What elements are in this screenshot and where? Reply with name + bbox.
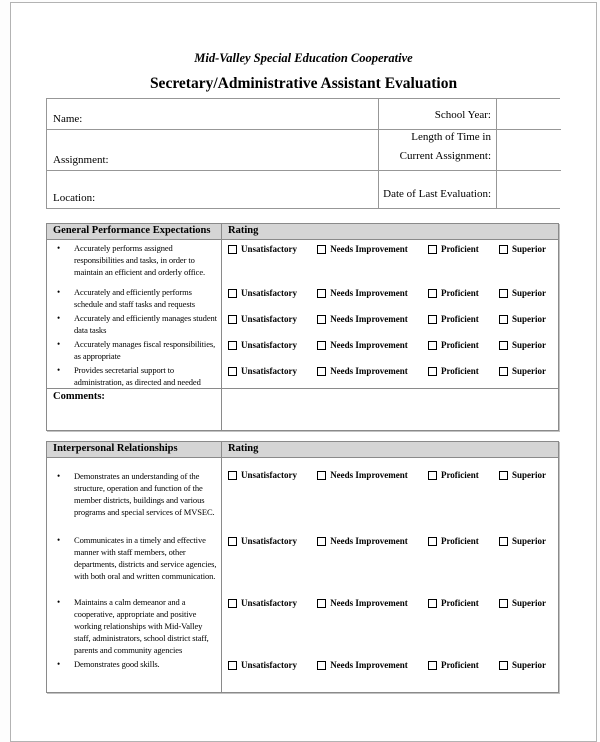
rating-option-label: Superior [511, 536, 546, 546]
bullet-icon: • [57, 365, 61, 375]
rating-option-label: Unsatisfactory [241, 288, 297, 298]
rating-option-label: Proficient [440, 470, 479, 480]
rating-option [317, 340, 408, 350]
section-heading: Interpersonal Relationships [47, 442, 222, 457]
last-evaluation-value-cell[interactable] [497, 171, 561, 208]
rating-option [428, 340, 479, 350]
evaluation-row [47, 240, 558, 284]
rating-row [222, 594, 558, 608]
rating-option [317, 470, 408, 480]
rating-option-label: Unsatisfactory [241, 366, 297, 376]
rating-row [222, 532, 558, 546]
rating-option [228, 340, 297, 350]
rating-checkbox[interactable] [499, 289, 508, 298]
assignment-field-cell[interactable] [47, 130, 379, 171]
rating-option-label: Proficient [440, 536, 479, 546]
rating-checkbox[interactable] [428, 245, 437, 254]
evaluation-row [47, 310, 558, 336]
rating-checkbox[interactable] [499, 661, 508, 670]
section-heading: General Performance Expectations [47, 224, 222, 239]
rating-option-label: Needs Improvement [330, 536, 408, 546]
evaluation-row [47, 336, 558, 362]
rating-option [228, 366, 297, 376]
bullet-icon: • [57, 313, 61, 323]
bullet-icon: • [57, 287, 61, 297]
current-assignment-label-cell [379, 130, 497, 171]
rating-checkbox[interactable] [317, 245, 326, 254]
rating-option [499, 660, 546, 670]
section-header [47, 224, 558, 240]
rating-option [499, 244, 546, 254]
info-table [46, 98, 560, 209]
rating-option-label: Superior [511, 288, 546, 298]
rating-option [499, 314, 546, 324]
criterion-text: Accurately manages fiscal responsibilities, as appropriate [74, 339, 216, 361]
section-interpersonal-relationships [46, 441, 559, 693]
last-evaluation-label: Date of Last Evaluation: [383, 188, 491, 200]
comments-label: Comments: [47, 389, 222, 430]
rating-option-label: Needs Improvement [330, 244, 408, 254]
rating-checkbox[interactable] [428, 537, 437, 546]
rating-option [228, 536, 297, 546]
criterion-text: Provides secretarial support to administration, as directed and needed [74, 365, 201, 387]
rating-checkbox[interactable] [228, 661, 237, 670]
rating-option [499, 366, 546, 376]
rating-checkbox[interactable] [428, 315, 437, 324]
evaluation-row [47, 656, 558, 692]
document-page [10, 2, 597, 742]
rating-option-label: Needs Improvement [330, 470, 408, 480]
rating-option [228, 660, 297, 670]
rating-checkbox[interactable] [228, 537, 237, 546]
rating-option [317, 536, 408, 546]
rating-checkbox[interactable] [428, 661, 437, 670]
rating-checkbox[interactable] [228, 289, 237, 298]
rating-option [317, 288, 408, 298]
rating-checkbox[interactable] [317, 367, 326, 376]
rating-option-label: Proficient [440, 314, 479, 324]
rating-option-label: Superior [511, 244, 546, 254]
rating-option-label: Unsatisfactory [241, 598, 297, 608]
rating-option [317, 314, 408, 324]
rating-option [428, 536, 479, 546]
rating-option-label: Superior [511, 366, 546, 376]
rating-option-label: Proficient [440, 660, 479, 670]
rating-option [428, 288, 479, 298]
rating-column-heading: Rating [228, 225, 259, 236]
location-field-cell[interactable] [47, 171, 379, 208]
rating-option-label: Unsatisfactory [241, 340, 297, 350]
rating-option-label: Proficient [440, 366, 479, 376]
rating-checkbox[interactable] [228, 245, 237, 254]
rating-option-label: Unsatisfactory [241, 660, 297, 670]
rating-checkbox[interactable] [317, 315, 326, 324]
current-assignment-value-cell[interactable] [497, 130, 561, 171]
bullet-icon: • [57, 243, 61, 253]
rating-option-label: Needs Improvement [330, 288, 408, 298]
rating-checkbox[interactable] [428, 367, 437, 376]
form-title: Secretary/Administrative Assistant Evaluation [149, 75, 458, 92]
criterion-text: Accurately and efficiently manages student data tasks [74, 313, 217, 335]
rating-option [428, 470, 479, 480]
rating-row [222, 284, 558, 298]
rating-option [317, 660, 408, 670]
rating-checkbox[interactable] [428, 599, 437, 608]
assignment-label: Assignment: [53, 154, 109, 166]
rating-checkbox[interactable] [228, 471, 237, 480]
rating-option [228, 288, 297, 298]
comments-row [47, 388, 558, 430]
rating-checkbox[interactable] [499, 245, 508, 254]
rating-option [228, 598, 297, 608]
rating-option-label: Proficient [440, 340, 479, 350]
rating-checkbox[interactable] [428, 341, 437, 350]
school-year-value-cell[interactable] [497, 99, 561, 130]
rating-option [428, 314, 479, 324]
bullet-icon: • [57, 659, 61, 669]
bullet-icon: • [57, 339, 61, 349]
criterion-text: Accurately performs assigned responsibilities and tasks, in order to maintain an efficient and orderly office. [74, 243, 206, 277]
evaluation-row [47, 284, 558, 310]
rating-option-label: Needs Improvement [330, 340, 408, 350]
rating-option-label: Needs Improvement [330, 366, 408, 376]
rating-option-label: Superior [511, 470, 546, 480]
school-year-label-cell [379, 99, 497, 130]
rating-option [499, 598, 546, 608]
evaluation-row [47, 532, 558, 594]
rating-option-label: Superior [511, 598, 546, 608]
rating-option-label: Needs Improvement [330, 314, 408, 324]
rating-row [222, 458, 558, 480]
current-assignment-label: Length of Time in Current Assignment: [399, 131, 491, 162]
rating-option [228, 314, 297, 324]
rating-option-label: Unsatisfactory [241, 536, 297, 546]
rating-checkbox[interactable] [317, 341, 326, 350]
rating-option [428, 244, 479, 254]
rating-option [228, 470, 297, 480]
rating-option-label: Needs Improvement [330, 660, 408, 670]
rating-option-label: Superior [511, 660, 546, 670]
rating-checkbox[interactable] [228, 341, 237, 350]
location-label: Location: [53, 192, 96, 204]
name-field-cell[interactable] [47, 99, 379, 130]
rating-option-label: Superior [511, 314, 546, 324]
rating-option-label: Proficient [440, 598, 479, 608]
rating-checkbox[interactable] [317, 661, 326, 670]
school-year-label: School Year: [434, 109, 491, 121]
rating-checkbox[interactable] [428, 471, 437, 480]
rating-option [317, 598, 408, 608]
comments-input-area[interactable] [222, 389, 558, 430]
section-header [47, 442, 558, 458]
rating-option [428, 660, 479, 670]
rating-row [222, 310, 558, 324]
rating-option [228, 244, 297, 254]
rating-option-label: Unsatisfactory [241, 244, 297, 254]
rating-option-label: Proficient [440, 288, 479, 298]
rating-option-label: Unsatisfactory [241, 470, 297, 480]
criterion-text: Demonstrates an understanding of the structure, operation and function of the member districts, buildings and various programs and special services of MVSEC. [74, 471, 215, 517]
rating-checkbox[interactable] [228, 599, 237, 608]
evaluation-row [47, 458, 558, 532]
rating-checkbox[interactable] [228, 315, 237, 324]
rating-row [222, 336, 558, 350]
rating-option [499, 470, 546, 480]
criterion-text: Communicates in a timely and effective manner with staff members, other departments, districts and service agencies, with both oral and written communication. [74, 535, 217, 581]
bullet-icon: • [57, 471, 61, 481]
rating-column-heading: Rating [228, 443, 259, 454]
rating-row [222, 656, 558, 670]
rating-checkbox[interactable] [499, 599, 508, 608]
rating-option [317, 244, 408, 254]
bullet-icon: • [57, 535, 61, 545]
rating-checkbox[interactable] [317, 537, 326, 546]
rating-option [428, 366, 479, 376]
organization-heading: Mid-Valley Special Education Cooperative [194, 51, 413, 65]
rating-option [499, 340, 546, 350]
rating-checkbox[interactable] [428, 289, 437, 298]
rating-option-label: Superior [511, 340, 546, 350]
rating-option [428, 598, 479, 608]
rating-checkbox[interactable] [317, 289, 326, 298]
rating-row [222, 362, 558, 376]
rating-checkbox[interactable] [317, 599, 326, 608]
rating-option [499, 288, 546, 298]
criterion-text: Maintains a calm demeanor and a cooperative, appropriate and positive working relationships with Mid-Valley staff, administrators, school district staff, parents and community agencies [74, 597, 209, 655]
rating-checkbox[interactable] [499, 367, 508, 376]
rating-option [317, 366, 408, 376]
rating-option-label: Needs Improvement [330, 598, 408, 608]
section-general-performance [46, 223, 559, 431]
evaluation-row [47, 594, 558, 656]
rating-checkbox[interactable] [499, 341, 508, 350]
last-evaluation-label-cell [379, 171, 497, 208]
rating-option-label: Unsatisfactory [241, 314, 297, 324]
criterion-text: Accurately and efficiently performs schedule and staff tasks and requests [74, 287, 196, 309]
rating-option-label: Proficient [440, 244, 479, 254]
rating-checkbox[interactable] [228, 367, 237, 376]
criterion-text: Demonstrates good skills. [74, 659, 160, 669]
bullet-icon: • [57, 597, 61, 607]
name-label: Name: [53, 113, 83, 125]
rating-checkbox[interactable] [499, 315, 508, 324]
rating-option [499, 536, 546, 546]
rating-checkbox[interactable] [499, 537, 508, 546]
rating-checkbox[interactable] [317, 471, 326, 480]
rating-row [222, 240, 558, 254]
rating-checkbox[interactable] [499, 471, 508, 480]
evaluation-row [47, 362, 558, 388]
